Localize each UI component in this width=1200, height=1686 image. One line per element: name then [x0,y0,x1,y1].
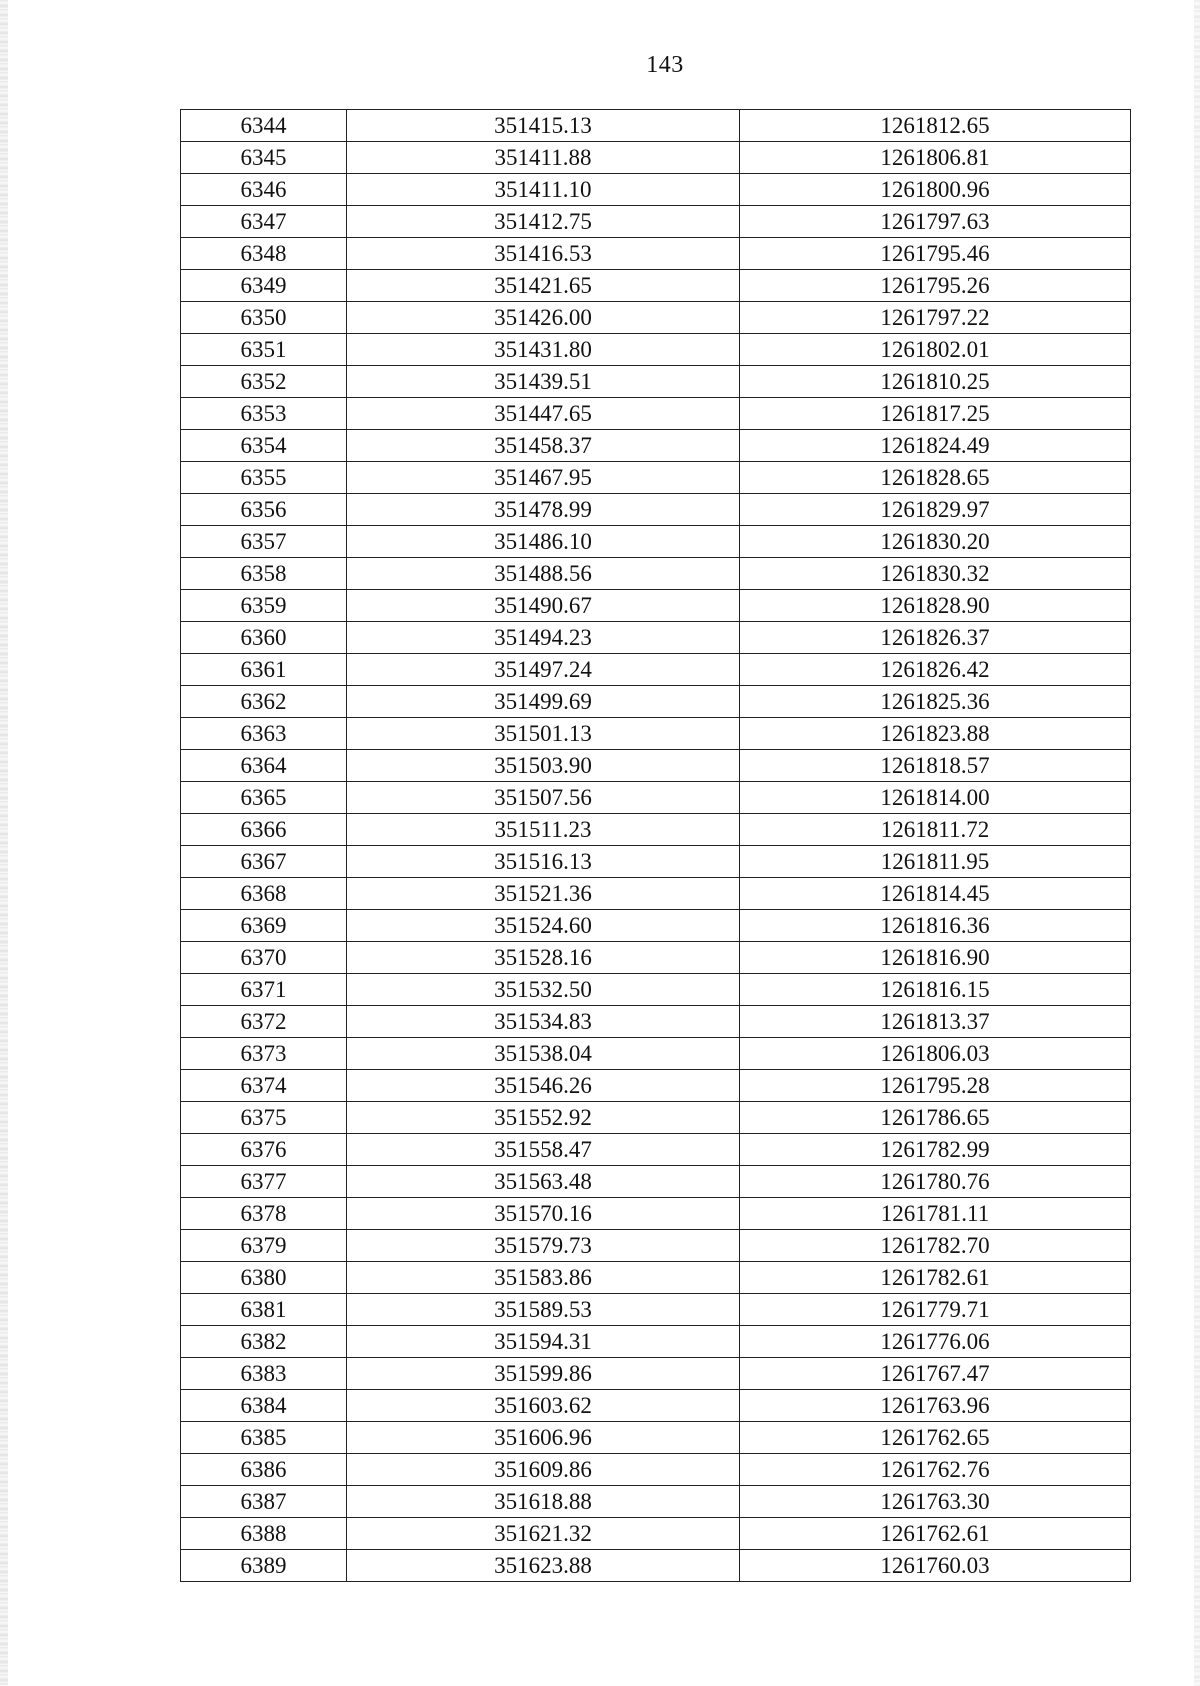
x-coordinate-cell: 351458.37 [347,430,740,462]
table-row [181,654,1131,686]
x-coordinate-cell: 351594.31 [347,1326,740,1358]
x-coordinate-cell: 351552.92 [347,1102,740,1134]
x-coordinate-cell: 351415.13 [347,110,740,142]
x-coordinate-cell: 351486.10 [347,526,740,558]
table-row [181,1294,1131,1326]
x-coordinate-cell: 351490.67 [347,590,740,622]
scan-edge-right [1194,0,1200,1686]
point-number-cell: 6350 [181,302,347,334]
x-coordinate-cell: 351603.62 [347,1390,740,1422]
x-coordinate-cell: 351421.65 [347,270,740,302]
y-coordinate-cell: 1261795.46 [740,238,1131,270]
point-number-cell: 6379 [181,1230,347,1262]
table-row [181,494,1131,526]
table-row [181,1102,1131,1134]
y-coordinate-cell: 1261818.57 [740,750,1131,782]
x-coordinate-cell: 351416.53 [347,238,740,270]
point-number-cell: 6362 [181,686,347,718]
y-coordinate-cell: 1261763.96 [740,1390,1131,1422]
point-number-cell: 6380 [181,1262,347,1294]
point-number-cell: 6364 [181,750,347,782]
y-coordinate-cell: 1261813.37 [740,1006,1131,1038]
y-coordinate-cell: 1261828.90 [740,590,1131,622]
table-row [181,206,1131,238]
x-coordinate-cell: 351589.53 [347,1294,740,1326]
point-number-cell: 6349 [181,270,347,302]
y-coordinate-cell: 1261814.00 [740,782,1131,814]
y-coordinate-cell: 1261816.90 [740,942,1131,974]
page-number: 143 [646,52,684,78]
point-number-cell: 6353 [181,398,347,430]
point-number-cell: 6388 [181,1518,347,1550]
table-row [181,750,1131,782]
y-coordinate-cell: 1261800.96 [740,174,1131,206]
y-coordinate-cell: 1261829.97 [740,494,1131,526]
y-coordinate-cell: 1261781.11 [740,1198,1131,1230]
y-coordinate-cell: 1261826.42 [740,654,1131,686]
point-number-cell: 6376 [181,1134,347,1166]
table-row [181,142,1131,174]
table-row [181,974,1131,1006]
table-row [181,302,1131,334]
table-row [181,910,1131,942]
y-coordinate-cell: 1261782.70 [740,1230,1131,1262]
x-coordinate-cell: 351431.80 [347,334,740,366]
x-coordinate-cell: 351503.90 [347,750,740,782]
table-row [181,238,1131,270]
table-row [181,782,1131,814]
x-coordinate-cell: 351516.13 [347,846,740,878]
x-coordinate-cell: 351534.83 [347,1006,740,1038]
x-coordinate-cell: 351623.88 [347,1550,740,1582]
point-number-cell: 6344 [181,110,347,142]
y-coordinate-cell: 1261806.03 [740,1038,1131,1070]
y-coordinate-cell: 1261779.71 [740,1294,1131,1326]
x-coordinate-cell: 351497.24 [347,654,740,686]
table-row [181,1422,1131,1454]
table-row [181,686,1131,718]
point-number-cell: 6387 [181,1486,347,1518]
table-row [181,878,1131,910]
y-coordinate-cell: 1261762.61 [740,1518,1131,1550]
x-coordinate-cell: 351511.23 [347,814,740,846]
point-number-cell: 6384 [181,1390,347,1422]
coordinate-table-body [181,110,1131,1582]
point-number-cell: 6360 [181,622,347,654]
y-coordinate-cell: 1261825.36 [740,686,1131,718]
point-number-cell: 6354 [181,430,347,462]
x-coordinate-cell: 351488.56 [347,558,740,590]
point-number-cell: 6371 [181,974,347,1006]
x-coordinate-cell: 351467.95 [347,462,740,494]
y-coordinate-cell: 1261826.37 [740,622,1131,654]
y-coordinate-cell: 1261810.25 [740,366,1131,398]
point-number-cell: 6365 [181,782,347,814]
table-row [181,1518,1131,1550]
point-number-cell: 6346 [181,174,347,206]
table-row [181,270,1131,302]
y-coordinate-cell: 1261782.61 [740,1262,1131,1294]
table-row [181,1230,1131,1262]
point-number-cell: 6357 [181,526,347,558]
point-number-cell: 6351 [181,334,347,366]
x-coordinate-cell: 351579.73 [347,1230,740,1262]
table-row [181,622,1131,654]
table-row [181,1006,1131,1038]
y-coordinate-cell: 1261806.81 [740,142,1131,174]
table-row [181,1262,1131,1294]
point-number-cell: 6386 [181,1454,347,1486]
x-coordinate-cell: 351583.86 [347,1262,740,1294]
table-row [181,110,1131,142]
y-coordinate-cell: 1261802.01 [740,334,1131,366]
table-row [181,1326,1131,1358]
x-coordinate-cell: 351546.26 [347,1070,740,1102]
table-row [181,1166,1131,1198]
y-coordinate-cell: 1261823.88 [740,718,1131,750]
table-row [181,846,1131,878]
point-number-cell: 6367 [181,846,347,878]
y-coordinate-cell: 1261797.22 [740,302,1131,334]
x-coordinate-cell: 351609.86 [347,1454,740,1486]
coordinate-table [180,109,1131,1582]
point-number-cell: 6382 [181,1326,347,1358]
x-coordinate-cell: 351599.86 [347,1358,740,1390]
point-number-cell: 6369 [181,910,347,942]
point-number-cell: 6366 [181,814,347,846]
x-coordinate-cell: 351618.88 [347,1486,740,1518]
table-row [181,526,1131,558]
point-number-cell: 6347 [181,206,347,238]
point-number-cell: 6377 [181,1166,347,1198]
point-number-cell: 6378 [181,1198,347,1230]
y-coordinate-cell: 1261780.76 [740,1166,1131,1198]
table-row [181,1550,1131,1582]
y-coordinate-cell: 1261797.63 [740,206,1131,238]
point-number-cell: 6383 [181,1358,347,1390]
table-row [181,334,1131,366]
y-coordinate-cell: 1261760.03 [740,1550,1131,1582]
x-coordinate-cell: 351411.88 [347,142,740,174]
table-row [181,366,1131,398]
point-number-cell: 6375 [181,1102,347,1134]
x-coordinate-cell: 351478.99 [347,494,740,526]
table-row [181,430,1131,462]
y-coordinate-cell: 1261782.99 [740,1134,1131,1166]
point-number-cell: 6355 [181,462,347,494]
y-coordinate-cell: 1261814.45 [740,878,1131,910]
point-number-cell: 6381 [181,1294,347,1326]
x-coordinate-cell: 351621.32 [347,1518,740,1550]
table-row [181,1198,1131,1230]
x-coordinate-cell: 351507.56 [347,782,740,814]
point-number-cell: 6348 [181,238,347,270]
x-coordinate-cell: 351411.10 [347,174,740,206]
table-row [181,942,1131,974]
x-coordinate-cell: 351499.69 [347,686,740,718]
y-coordinate-cell: 1261795.28 [740,1070,1131,1102]
x-coordinate-cell: 351501.13 [347,718,740,750]
table-row [181,462,1131,494]
y-coordinate-cell: 1261817.25 [740,398,1131,430]
point-number-cell: 6356 [181,494,347,526]
point-number-cell: 6358 [181,558,347,590]
y-coordinate-cell: 1261811.72 [740,814,1131,846]
table-row [181,590,1131,622]
point-number-cell: 6389 [181,1550,347,1582]
y-coordinate-cell: 1261776.06 [740,1326,1131,1358]
point-number-cell: 6370 [181,942,347,974]
point-number-cell: 6345 [181,142,347,174]
point-number-cell: 6359 [181,590,347,622]
table-row [181,1486,1131,1518]
y-coordinate-cell: 1261795.26 [740,270,1131,302]
x-coordinate-cell: 351447.65 [347,398,740,430]
point-number-cell: 6373 [181,1038,347,1070]
table-row [181,1390,1131,1422]
y-coordinate-cell: 1261816.36 [740,910,1131,942]
y-coordinate-cell: 1261767.47 [740,1358,1131,1390]
table-row [181,718,1131,750]
table-row [181,1038,1131,1070]
table-row [181,1134,1131,1166]
x-coordinate-cell: 351563.48 [347,1166,740,1198]
table-row [181,814,1131,846]
x-coordinate-cell: 351426.00 [347,302,740,334]
point-number-cell: 6374 [181,1070,347,1102]
y-coordinate-cell: 1261762.65 [740,1422,1131,1454]
x-coordinate-cell: 351558.47 [347,1134,740,1166]
table-row [181,398,1131,430]
point-number-cell: 6352 [181,366,347,398]
x-coordinate-cell: 351439.51 [347,366,740,398]
x-coordinate-cell: 351494.23 [347,622,740,654]
table-row [181,1358,1131,1390]
y-coordinate-cell: 1261812.65 [740,110,1131,142]
y-coordinate-cell: 1261816.15 [740,974,1131,1006]
point-number-cell: 6363 [181,718,347,750]
y-coordinate-cell: 1261828.65 [740,462,1131,494]
x-coordinate-cell: 351532.50 [347,974,740,1006]
y-coordinate-cell: 1261830.32 [740,558,1131,590]
y-coordinate-cell: 1261786.65 [740,1102,1131,1134]
table-row [181,174,1131,206]
point-number-cell: 6361 [181,654,347,686]
point-number-cell: 6385 [181,1422,347,1454]
x-coordinate-cell: 351606.96 [347,1422,740,1454]
scan-edge-left [0,0,8,1686]
point-number-cell: 6368 [181,878,347,910]
table-row [181,558,1131,590]
point-number-cell: 6372 [181,1006,347,1038]
table-row [181,1454,1131,1486]
y-coordinate-cell: 1261763.30 [740,1486,1131,1518]
x-coordinate-cell: 351570.16 [347,1198,740,1230]
y-coordinate-cell: 1261811.95 [740,846,1131,878]
x-coordinate-cell: 351528.16 [347,942,740,974]
table-row [181,1070,1131,1102]
y-coordinate-cell: 1261830.20 [740,526,1131,558]
y-coordinate-cell: 1261824.49 [740,430,1131,462]
x-coordinate-cell: 351412.75 [347,206,740,238]
x-coordinate-cell: 351521.36 [347,878,740,910]
x-coordinate-cell: 351538.04 [347,1038,740,1070]
x-coordinate-cell: 351524.60 [347,910,740,942]
y-coordinate-cell: 1261762.76 [740,1454,1131,1486]
